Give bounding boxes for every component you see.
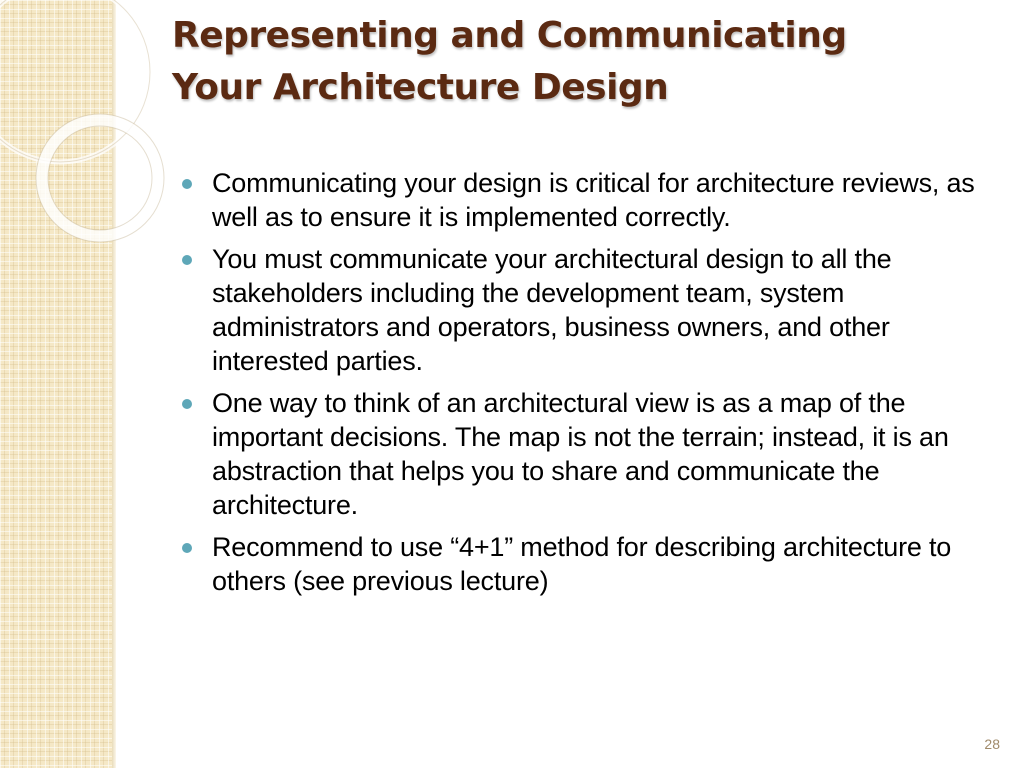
slide-title-line-1: Representing and Communicating (172, 15, 847, 56)
slide-title (172, 10, 992, 114)
large-ring (0, 0, 150, 162)
bullet-item (180, 530, 1000, 598)
bullet-text: You must communicate your architectural design to all the stakeholders including the development team, system administrators and operators, business owners, and other interested parties. (212, 244, 892, 376)
round-bullet-icon (182, 255, 192, 265)
large-ring-outline (0, 0, 150, 162)
slide-number: 28 (984, 736, 1000, 752)
bullet-item (180, 166, 1000, 234)
round-bullet-icon (182, 179, 192, 189)
ring-decoration (0, 0, 150, 260)
small-ring-inner-outline (48, 126, 152, 230)
bullet-text: Communicating your design is critical for architecture reviews, as well as to ensure it is implemented correctly. (212, 168, 975, 232)
round-bullet-icon (182, 399, 192, 409)
bullet-text: Recommend to use “4+1” method for describing architecture to others (see previous lecture) (212, 532, 952, 596)
bullet-item (180, 242, 1000, 378)
bullet-item (180, 386, 1000, 522)
bullet-list (180, 166, 1000, 606)
small-ring (42, 120, 158, 236)
round-bullet-icon (182, 543, 192, 553)
slide-title-line-2: Your Architecture Design (172, 67, 669, 108)
bullet-text: One way to think of an architectural view is as a map of the important decisions. The map is not the terrain; instead, it is an abstraction that helps you to share and communicate the architecture. (212, 388, 949, 520)
